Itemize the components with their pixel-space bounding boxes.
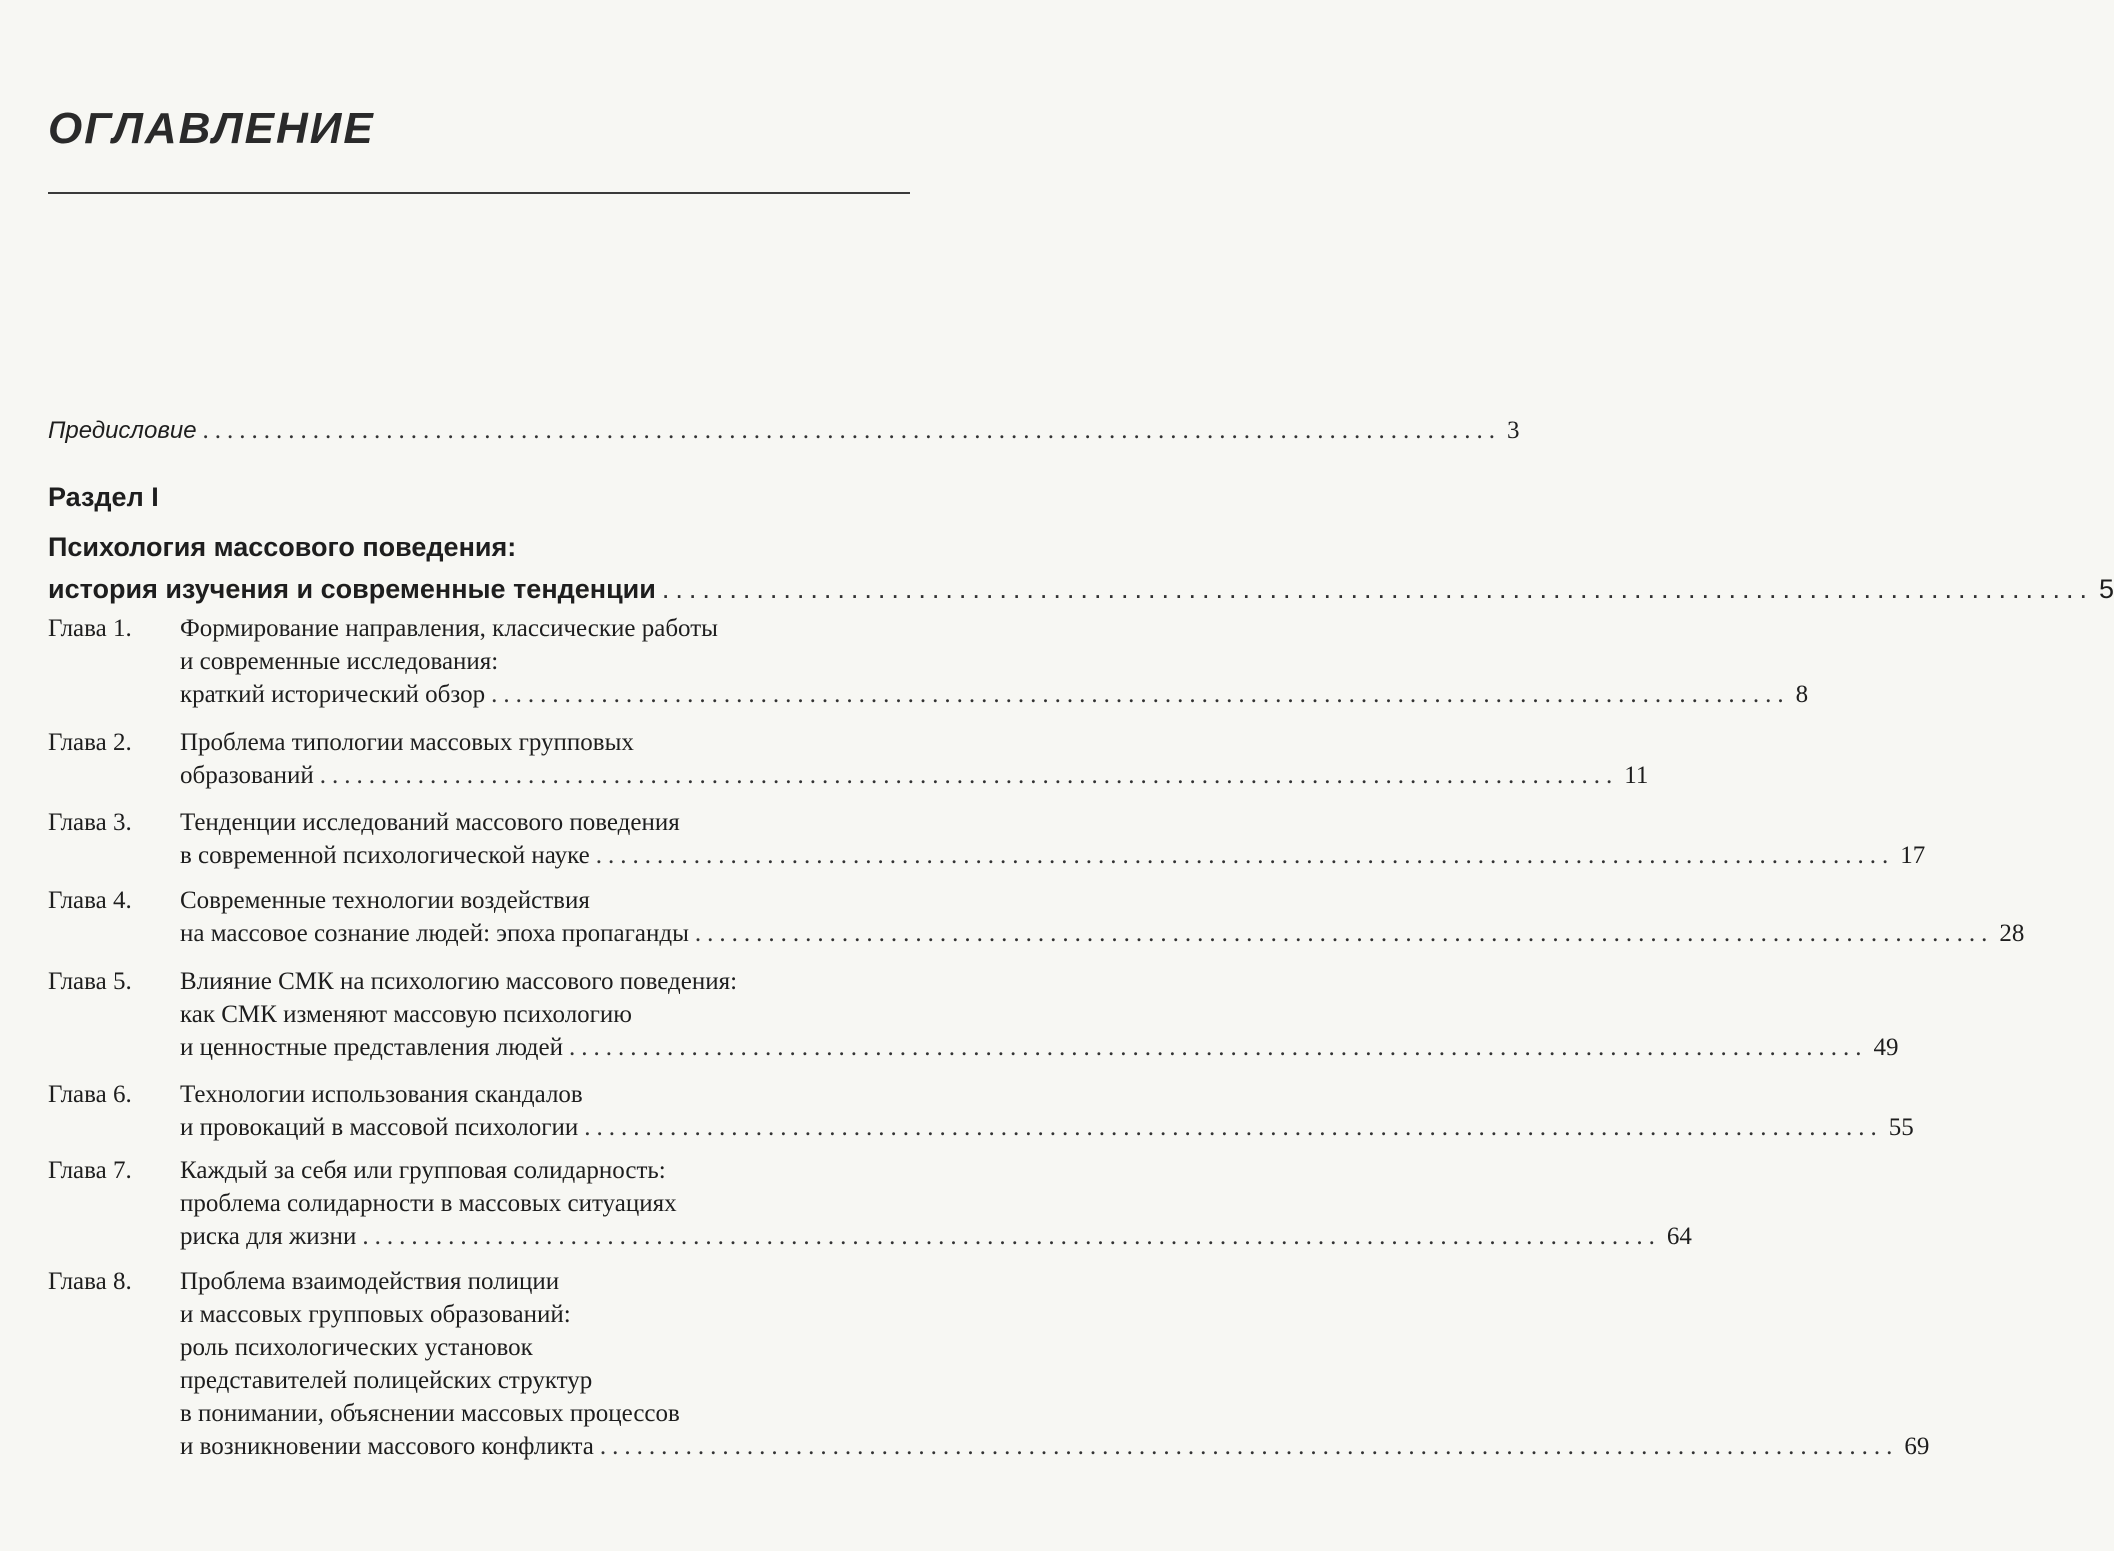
leader-dots: .......................................................................................................... [584, 1114, 1883, 1141]
page-number: 49 [1873, 1034, 1899, 1061]
leader-dots: .......................................................................................................... [595, 842, 1895, 869]
leader-dots: .......................................................................................................... [362, 1223, 1661, 1250]
chapter-title-line: Каждый за себя или групповая солидарность: [180, 1157, 666, 1184]
title-rule [48, 192, 910, 194]
chapter-title-line: риска для жизни [180, 1223, 357, 1250]
chapter-label: Глава 4. [48, 887, 132, 914]
chapter-title-line: проблема солидарности в массовых ситуациях [180, 1190, 677, 1217]
page-number: 3 [1507, 417, 1520, 444]
leader-dots: .......................................................................................................... [568, 1034, 1868, 1061]
page-number: 28 [1999, 920, 2025, 947]
page-number: 69 [1904, 1433, 1930, 1460]
chapter-title-line: и современные исследования: [180, 648, 499, 675]
chapter-title-line: образований [180, 762, 314, 789]
chapter-label: Глава 3. [48, 809, 132, 836]
section-title-line-1: Психология массового поведения: [48, 532, 517, 562]
chapter-title-line: роль психологических установок [180, 1334, 533, 1361]
chapter-title-line: в современной психологической науке [180, 842, 590, 869]
preface-title: Предисловие [48, 417, 197, 444]
chapter-title-line: на массовое сознание людей: эпоха пропаганды [180, 920, 689, 947]
toc-entry-preface[interactable] [48, 414, 1520, 447]
chapter-label: Глава 1. [48, 615, 132, 642]
page-number: 55 [1888, 1114, 1914, 1141]
chapter-label: Глава 5. [48, 968, 132, 995]
leader-dots: .......................................................................................................... [319, 762, 1619, 789]
chapter-title-line: Тенденции исследований массового поведения [180, 809, 680, 836]
chapter-title-line: и провокаций в массовой психологии [180, 1114, 579, 1141]
chapter-label: Глава 7. [48, 1157, 132, 1184]
chapter-title-line: и массовых групповых образований: [180, 1301, 571, 1328]
section-label: Раздел I [48, 482, 159, 512]
chapter-title-line: краткий исторический обзор [180, 681, 486, 708]
chapter-label: Глава 2. [48, 729, 132, 756]
chapter-title-line: и ценностные представления людей [180, 1034, 563, 1061]
page-number: 64 [1666, 1223, 1692, 1250]
leader-dots: .......................................................................................................... [599, 1433, 1899, 1460]
chapter-title-line: Проблема типологии массовых групповых [180, 729, 634, 756]
page-number: 8 [1795, 681, 1809, 708]
leader-dots: .......................................................................................................... [661, 574, 2094, 604]
chapter-title-line: Технологии использования скандалов [180, 1081, 583, 1108]
chapter-title-line: представителей полицейских структур [180, 1367, 593, 1394]
chapter-title-line: как СМК изменяют массовую психологию [180, 1001, 632, 1028]
leader-dots: .......................................................................................................... [694, 920, 1994, 947]
chapter-label: Глава 8. [48, 1268, 132, 1295]
chapter-label: Глава 6. [48, 1081, 132, 1108]
page-number: 17 [1900, 842, 1926, 869]
section-title-line-2: история изучения и современные тенденции .......................................................................................................... 5 [48, 568, 914, 610]
chapter-title-line: Формирование направления, классические работы [180, 615, 718, 642]
chapter-title-line: Современные технологии воздействия [180, 887, 590, 914]
page-number: 5 [2099, 574, 2114, 604]
chapter-title-line: в понимании, объяснении массовых процессов [180, 1400, 680, 1427]
leader-dots: .......................................................................................................... [202, 417, 1502, 444]
leader-dots: .......................................................................................................... [491, 681, 1790, 708]
page-number: 11 [1624, 762, 1649, 789]
chapter-title-line: Проблема взаимодействия полиции [180, 1268, 560, 1295]
page-title: ОГЛАВЛЕНИЕ [48, 104, 375, 153]
chapter-title-line: и возникновении массового конфликта [180, 1433, 594, 1460]
chapter-title-line: Влияние СМК на психологию массового поведения: [180, 968, 738, 995]
toc-section-1[interactable] [48, 476, 2114, 610]
